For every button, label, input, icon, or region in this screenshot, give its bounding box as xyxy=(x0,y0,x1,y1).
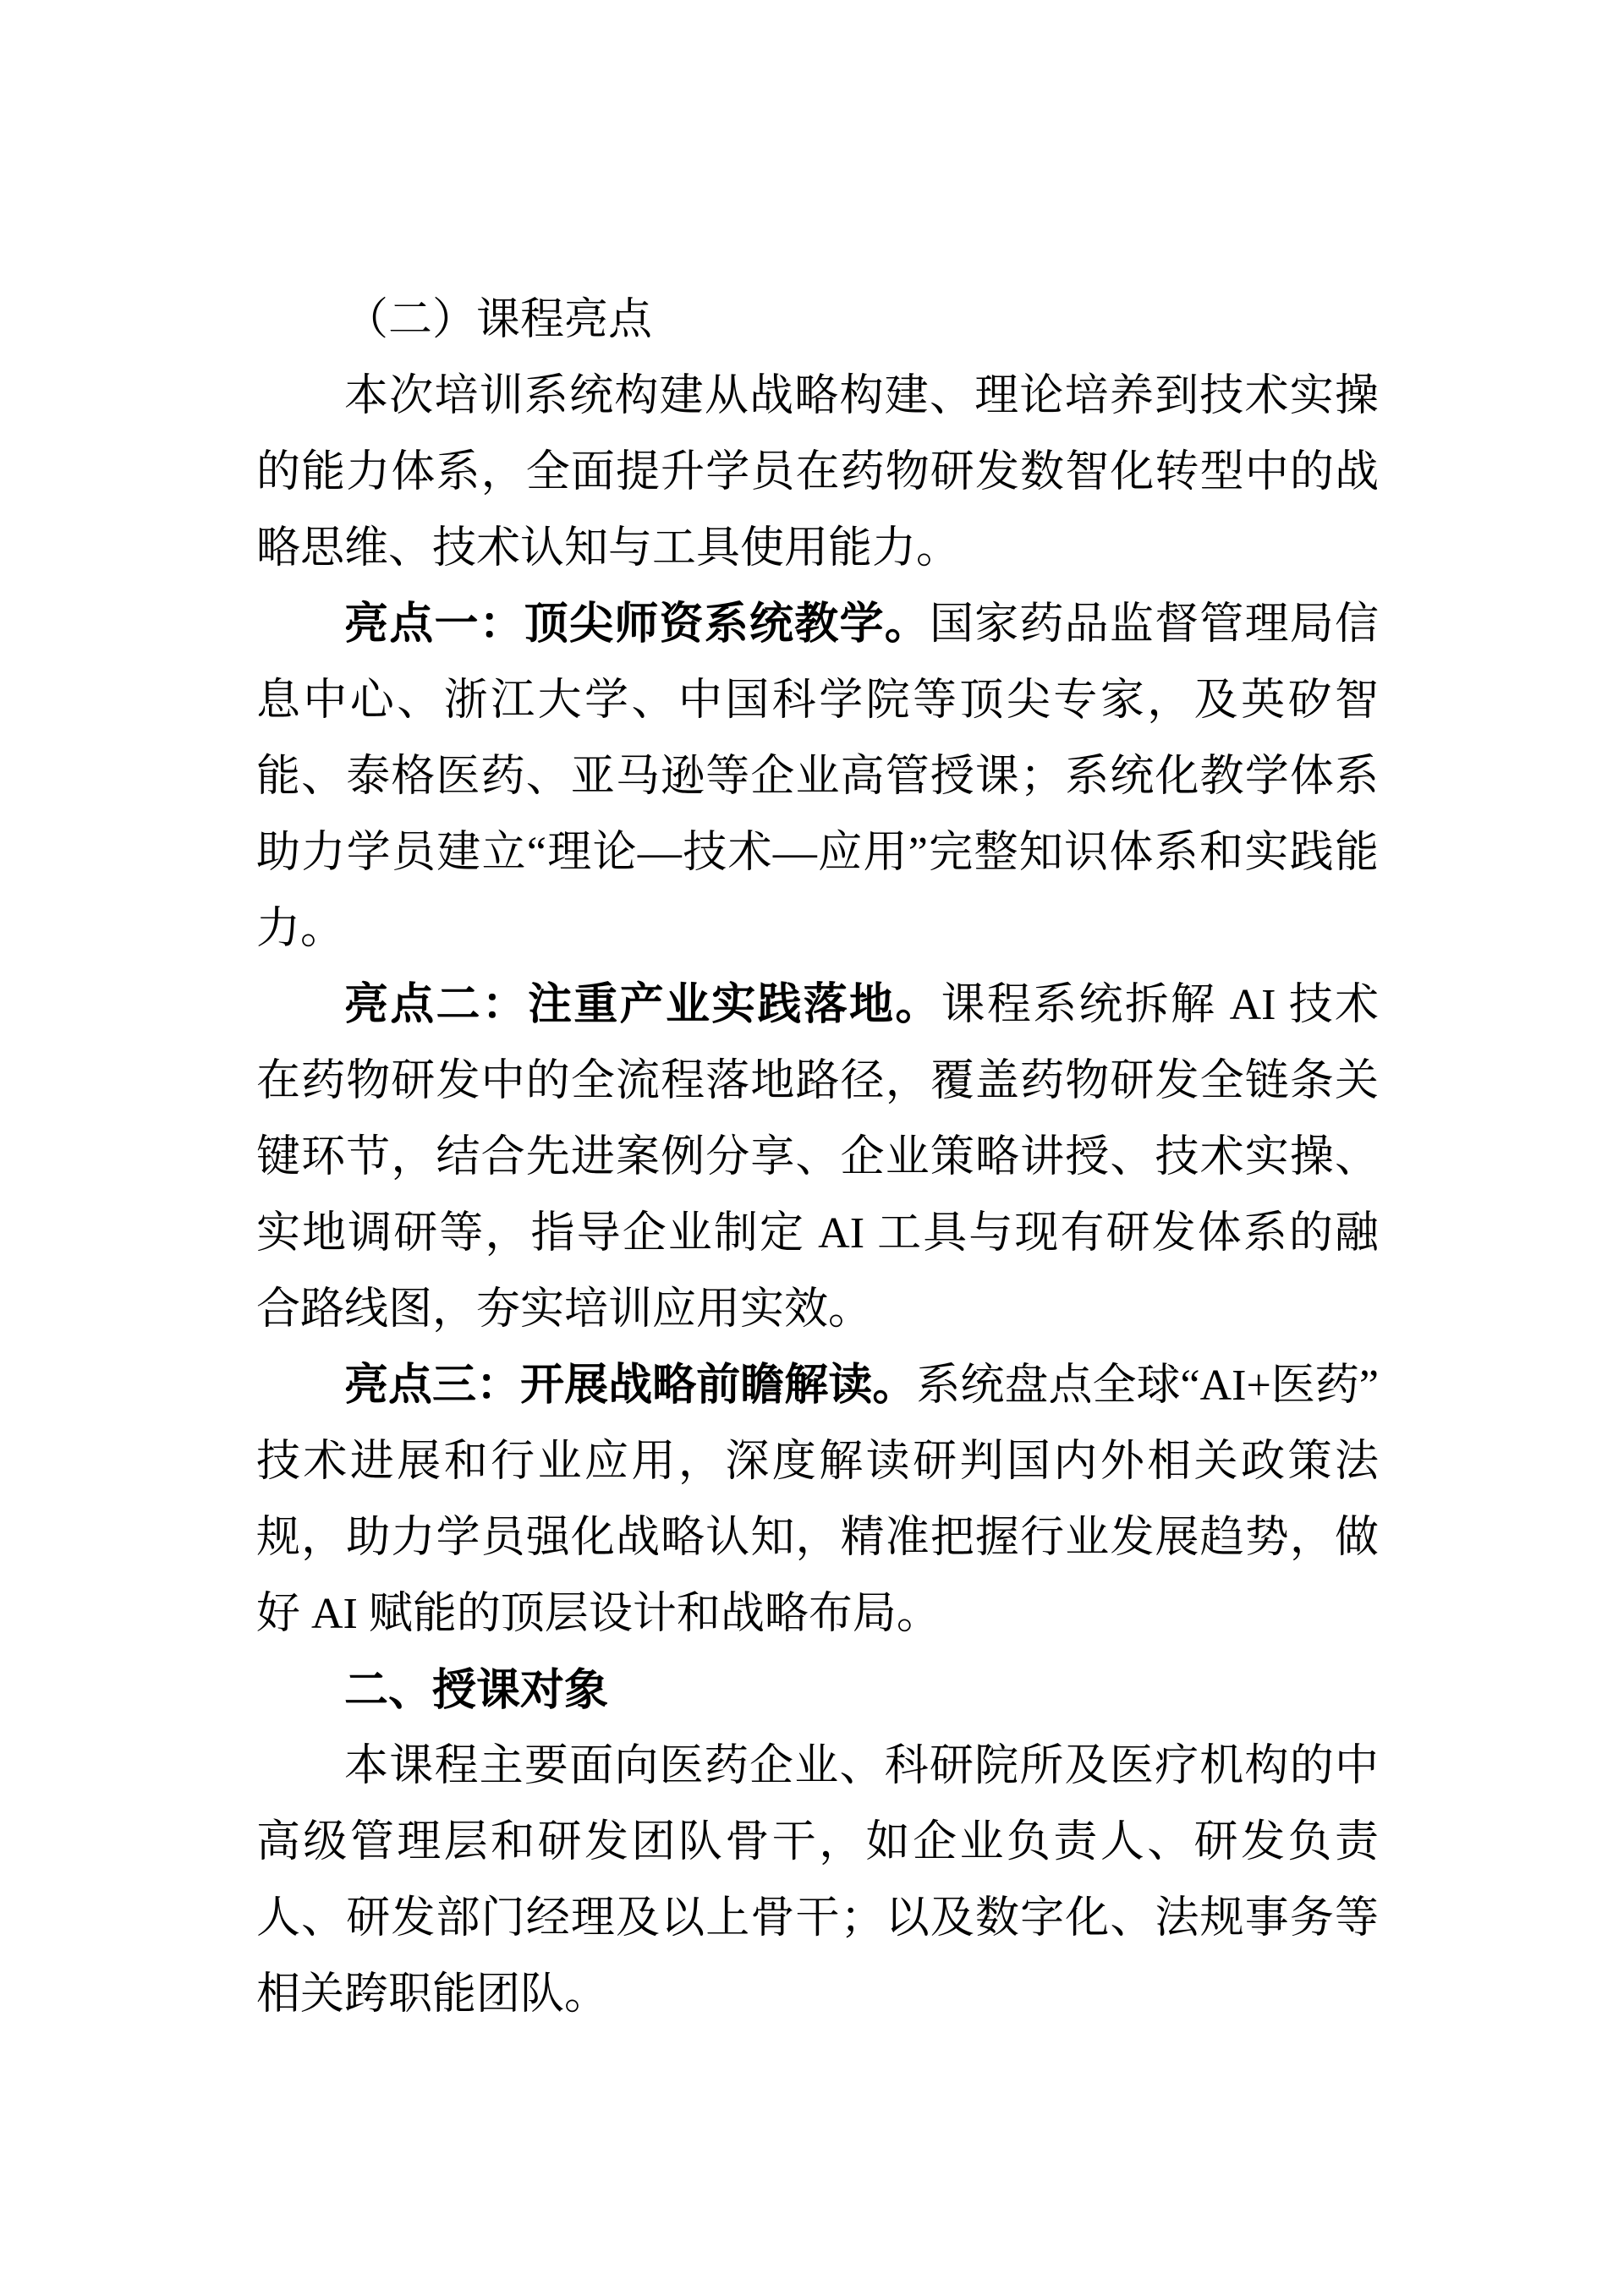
intro-paragraph: 本次培训系统构建从战略构建、理论培养到技术实操的能力体系，全面提升学员在药物研发数智化转型中的战略思维、技术认知与工具使用能力。 xyxy=(256,372,1379,573)
highlight3-paragraph xyxy=(256,1348,1379,1652)
highlight2-paragraph xyxy=(256,967,1379,1348)
highlight2-lead: 亮点二：注重产业实践落地。 xyxy=(344,981,941,1029)
highlight3-body: 系统盘点全球“AI+医药”技术进展和行业应用，深度解读研判国内外相关政策法规，助力学员强化战略认知，精准把握行业发展趋势，做好 AI 赋能的顶层设计和战略布局。 xyxy=(256,1362,1379,1638)
highlight1-lead: 亮点一：顶尖师资系统教学。 xyxy=(344,600,930,649)
audience-paragraph: 本课程主要面向医药企业、科研院所及医疗机构的中高级管理层和研发团队骨干，如企业负责人、研发负责人、研发部门经理及以上骨干；以及数字化、法规事务等相关跨职能团队。 xyxy=(256,1742,1379,2019)
subsection-heading-course-highlights: （二）课程亮点 xyxy=(344,296,653,344)
highlight3-lead: 亮点三：开展战略前瞻解读。 xyxy=(344,1362,917,1410)
highlight1-body: 国家药品监督管理局信息中心、浙江大学、中国科学院等顶尖专家，及英矽智能、泰格医药、亚马逊等企业高管授课；系统化教学体系助力学员建立“理论—技术—应用”完整知识体系和实践能力。 xyxy=(256,600,1379,953)
highlight2-body: 课程系统拆解 AI 技术在药物研发中的全流程落地路径，覆盖药物研发全链条关键环节，结合先进案例分享、企业策略讲授、技术实操、实地调研等，指导企业制定 AI 工具与现有研发体系的融合路线图，夯实培训应用实效。 xyxy=(256,981,1379,1334)
section-heading-target-audience: 二、授课对象 xyxy=(344,1666,609,1715)
highlight1-paragraph xyxy=(256,587,1379,967)
document-content xyxy=(256,282,1379,2033)
